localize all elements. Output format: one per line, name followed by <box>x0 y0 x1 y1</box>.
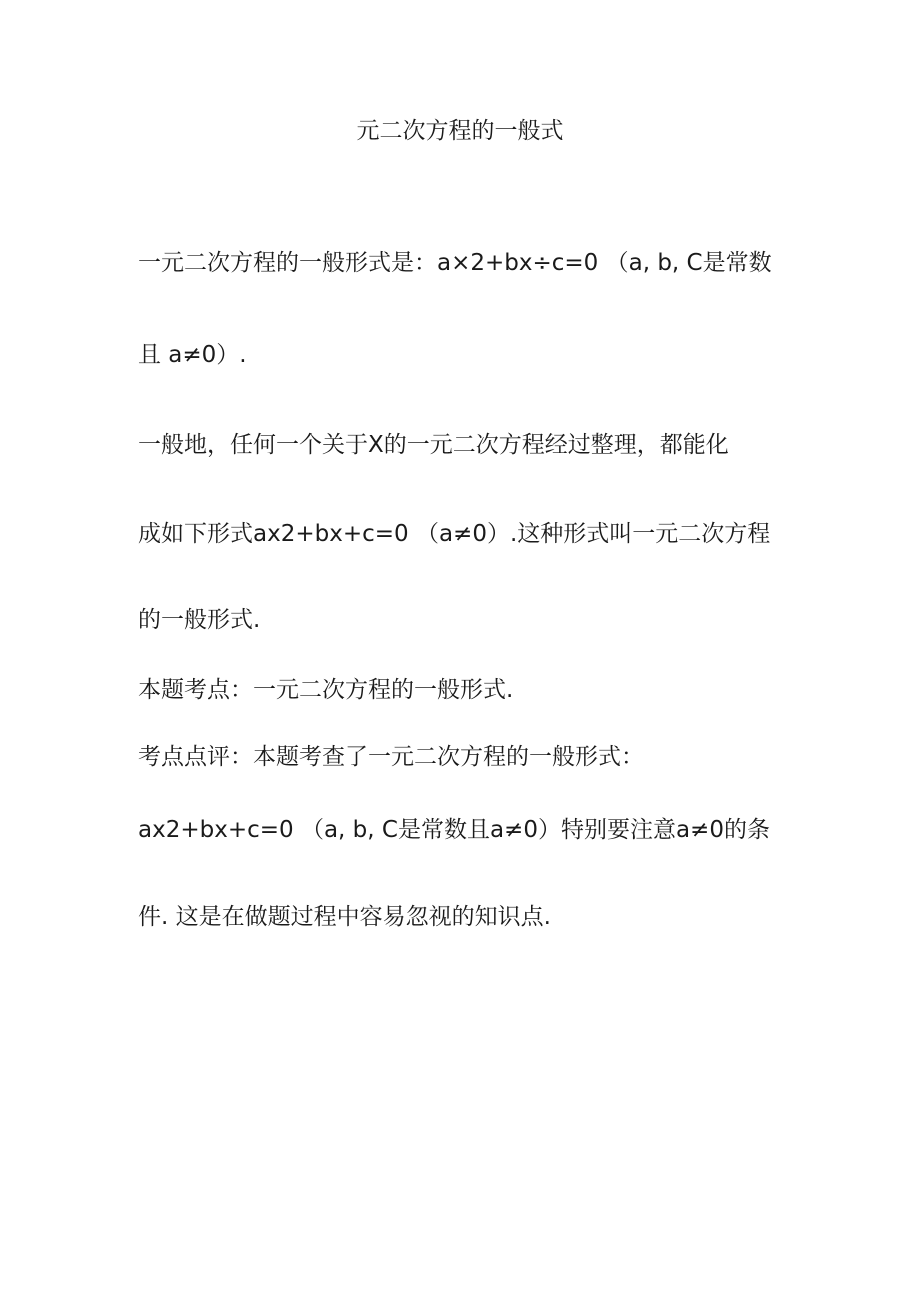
text-line: 的一般形式. <box>138 607 261 633</box>
document-title: 元二次方程的一般式 <box>356 118 564 144</box>
text-line: 一般地，任何一个关于X的一元二次方程经过整理，都能化 <box>138 432 729 458</box>
text-line: 且 a≠0）. <box>138 342 247 368</box>
text-line: 成如下形式ax2+bx+c=0 （a≠0）.这种形式叫一元二次方程 <box>138 521 771 547</box>
text-line: 考点点评：本题考查了一元二次方程的一般形式： <box>138 744 644 770</box>
text-line: 本题考点：一元二次方程的一般形式. <box>138 677 514 703</box>
text-line: ax2+bx+c=0 （a, b, C是常数且a≠0）特别要注意a≠0的条 <box>138 817 770 843</box>
text-line: 一元二次方程的一般形式是：a×2+bx÷c=0 （a, b, C是常数 <box>138 250 772 276</box>
text-line: 件. 这是在做题过程中容易忽视的知识点. <box>138 904 551 930</box>
